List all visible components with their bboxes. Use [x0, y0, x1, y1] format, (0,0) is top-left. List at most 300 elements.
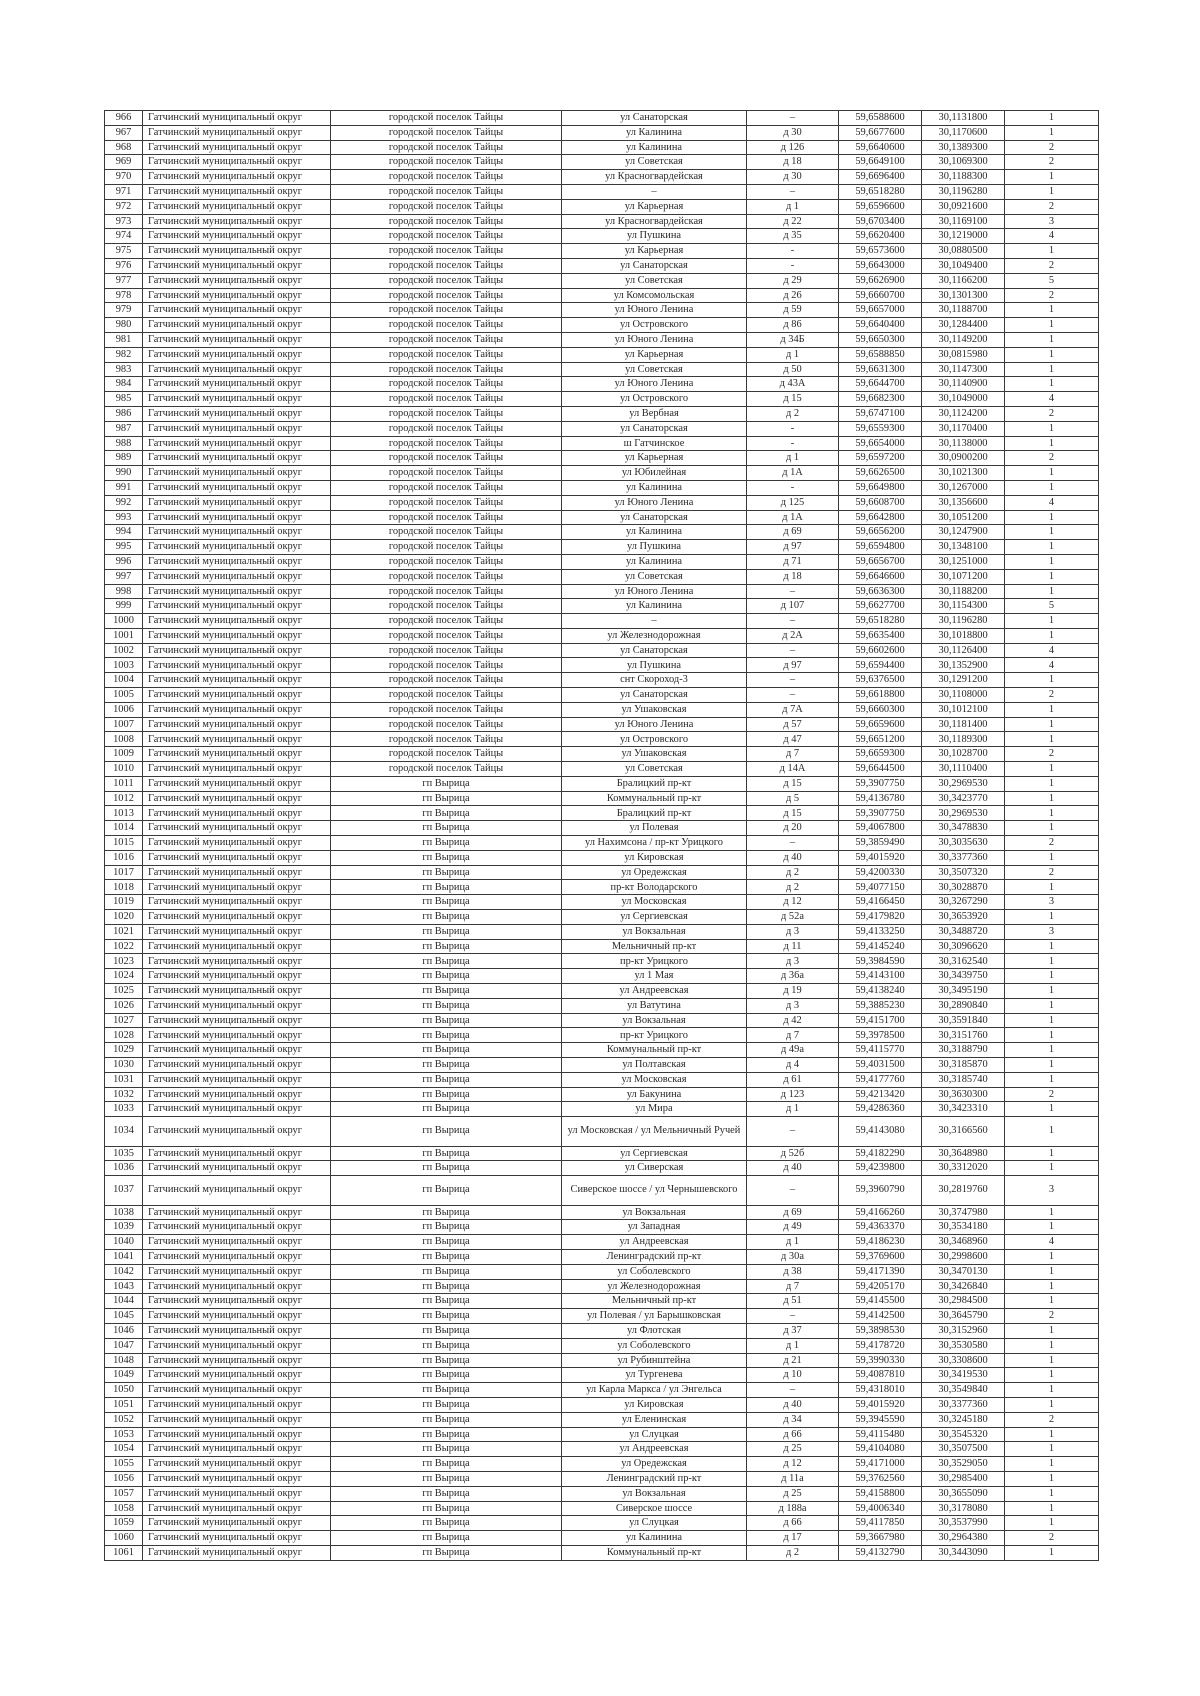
cell-count: 2	[1005, 865, 1099, 880]
cell-count: 4	[1005, 1235, 1099, 1250]
table-row	[105, 717, 1099, 732]
cell-longitude: 30,3747980	[922, 1205, 1005, 1220]
cell-street: ш Гатчинское	[562, 436, 747, 451]
cell-house: –	[747, 1117, 839, 1146]
cell-number: 1002	[105, 643, 143, 658]
cell-longitude: 30,1170600	[922, 125, 1005, 140]
cell-number: 999	[105, 599, 143, 614]
cell-number: 1009	[105, 747, 143, 762]
cell-house: д 14А	[747, 762, 839, 777]
cell-number: 1048	[105, 1353, 143, 1368]
cell-latitude: 59,6518280	[839, 184, 922, 199]
cell-number: 1030	[105, 1058, 143, 1073]
cell-latitude: 59,4145240	[839, 939, 922, 954]
cell-number: 986	[105, 406, 143, 421]
cell-latitude: 59,6618800	[839, 688, 922, 703]
cell-count: 1	[1005, 1072, 1099, 1087]
cell-number: 1060	[105, 1531, 143, 1546]
cell-district: Гатчинский муниципальный округ	[143, 1279, 331, 1294]
table-row	[105, 836, 1099, 851]
cell-house: д 1	[747, 199, 839, 214]
cell-house: д 2	[747, 880, 839, 895]
cell-count: 1	[1005, 1161, 1099, 1176]
cell-district: Гатчинский муниципальный округ	[143, 1368, 331, 1383]
cell-count: 1	[1005, 850, 1099, 865]
cell-latitude: 59,6626500	[839, 466, 922, 481]
cell-number: 1039	[105, 1220, 143, 1235]
cell-latitude: 59,3769600	[839, 1249, 922, 1264]
cell-house: д 2	[747, 1545, 839, 1560]
cell-latitude: 59,3907750	[839, 776, 922, 791]
cell-house: д 25	[747, 1442, 839, 1457]
cell-number: 1004	[105, 673, 143, 688]
cell-district: Гатчинский муниципальный округ	[143, 1249, 331, 1264]
cell-latitude: 59,4115480	[839, 1427, 922, 1442]
table-row	[105, 806, 1099, 821]
cell-settlement: городской поселок Тайцы	[331, 451, 562, 466]
cell-street: ул Сергиевская	[562, 910, 747, 925]
cell-longitude: 30,3185870	[922, 1058, 1005, 1073]
cell-longitude: 30,1110400	[922, 762, 1005, 777]
cell-district: Гатчинский муниципальный округ	[143, 1102, 331, 1117]
cell-count: 1	[1005, 984, 1099, 999]
cell-count: 2	[1005, 451, 1099, 466]
cell-street: Мельничный пр-кт	[562, 1294, 747, 1309]
cell-latitude: 59,6597200	[839, 451, 922, 466]
cell-settlement: городской поселок Тайцы	[331, 599, 562, 614]
cell-settlement: городской поселок Тайцы	[331, 480, 562, 495]
cell-district: Гатчинский муниципальный округ	[143, 540, 331, 555]
cell-street: ул Полевая / ул Барышковская	[562, 1309, 747, 1324]
cell-longitude: 30,3308600	[922, 1353, 1005, 1368]
cell-settlement: гп Вырица	[331, 806, 562, 821]
table-row	[105, 1279, 1099, 1294]
table-row	[105, 170, 1099, 185]
cell-count: 1	[1005, 170, 1099, 185]
cell-settlement: гп Вырица	[331, 1235, 562, 1250]
cell-house: д 188а	[747, 1501, 839, 1516]
cell-longitude: 30,1049000	[922, 392, 1005, 407]
cell-count: 2	[1005, 836, 1099, 851]
cell-longitude: 30,2890840	[922, 998, 1005, 1013]
table-row	[105, 480, 1099, 495]
cell-settlement: городской поселок Тайцы	[331, 540, 562, 555]
cell-street: Ленинградский пр-кт	[562, 1249, 747, 1264]
cell-count: 2	[1005, 288, 1099, 303]
table-row	[105, 1309, 1099, 1324]
cell-district: Гатчинский муниципальный округ	[143, 229, 331, 244]
cell-longitude: 30,1169100	[922, 214, 1005, 229]
cell-street: ул Островского	[562, 392, 747, 407]
cell-district: Гатчинский муниципальный округ	[143, 747, 331, 762]
cell-number: 970	[105, 170, 143, 185]
cell-count: 1	[1005, 584, 1099, 599]
cell-longitude: 30,3537990	[922, 1516, 1005, 1531]
cell-street: ул Советская	[562, 155, 747, 170]
cell-count: 1	[1005, 806, 1099, 821]
cell-longitude: 30,2819760	[922, 1176, 1005, 1205]
cell-district: Гатчинский муниципальный округ	[143, 1457, 331, 1472]
cell-street: ул Советская	[562, 569, 747, 584]
cell-number: 1053	[105, 1427, 143, 1442]
cell-number: 1024	[105, 969, 143, 984]
cell-street: Бралицкий пр-кт	[562, 806, 747, 821]
cell-longitude: 30,1131800	[922, 111, 1005, 126]
cell-count: 5	[1005, 599, 1099, 614]
table-row	[105, 1471, 1099, 1486]
cell-count: 1	[1005, 614, 1099, 629]
cell-latitude: 59,6654000	[839, 436, 922, 451]
cell-street: ул Кировская	[562, 1397, 747, 1412]
cell-district: Гатчинский муниципальный округ	[143, 628, 331, 643]
cell-district: Гатчинский муниципальный округ	[143, 821, 331, 836]
cell-number: 1054	[105, 1442, 143, 1457]
cell-count: 1	[1005, 1353, 1099, 1368]
cell-district: Гатчинский муниципальный округ	[143, 762, 331, 777]
cell-number: 1033	[105, 1102, 143, 1117]
cell-longitude: 30,2969530	[922, 806, 1005, 821]
cell-longitude: 30,3162540	[922, 954, 1005, 969]
cell-number: 1029	[105, 1043, 143, 1058]
cell-district: Гатчинский муниципальный округ	[143, 1516, 331, 1531]
cell-count: 1	[1005, 1471, 1099, 1486]
table-row	[105, 924, 1099, 939]
cell-house: д 1А	[747, 510, 839, 525]
cell-district: Гатчинский муниципальный округ	[143, 1531, 331, 1546]
cell-settlement: гп Вырица	[331, 836, 562, 851]
cell-number: 1034	[105, 1117, 143, 1146]
table-row	[105, 1205, 1099, 1220]
cell-count: 1	[1005, 776, 1099, 791]
cell-street: ул Железнодорожная	[562, 1279, 747, 1294]
table-row	[105, 318, 1099, 333]
cell-longitude: 30,0815980	[922, 347, 1005, 362]
cell-latitude: 59,6660700	[839, 288, 922, 303]
cell-district: Гатчинский муниципальный округ	[143, 732, 331, 747]
table-row	[105, 1102, 1099, 1117]
cell-district: Гатчинский муниципальный округ	[143, 332, 331, 347]
cell-number: 966	[105, 111, 143, 126]
table-row	[105, 347, 1099, 362]
cell-latitude: 59,6608700	[839, 495, 922, 510]
cell-settlement: гп Вырица	[331, 984, 562, 999]
cell-house: –	[747, 836, 839, 851]
cell-settlement: городской поселок Тайцы	[331, 362, 562, 377]
cell-house: д 97	[747, 540, 839, 555]
cell-longitude: 30,1140900	[922, 377, 1005, 392]
table-row	[105, 984, 1099, 999]
cell-number: 1045	[105, 1309, 143, 1324]
cell-number: 1028	[105, 1028, 143, 1043]
cell-number: 1061	[105, 1545, 143, 1560]
cell-street: ул Московская	[562, 895, 747, 910]
cell-house: д 52а	[747, 910, 839, 925]
cell-district: Гатчинский муниципальный округ	[143, 1176, 331, 1205]
cell-district: Гатчинский муниципальный округ	[143, 421, 331, 436]
cell-street: ул Сергиевская	[562, 1146, 747, 1161]
table-row	[105, 288, 1099, 303]
cell-number: 1005	[105, 688, 143, 703]
cell-count: 1	[1005, 466, 1099, 481]
cell-district: Гатчинский муниципальный округ	[143, 865, 331, 880]
cell-count: 2	[1005, 1412, 1099, 1427]
cell-latitude: 59,3984590	[839, 954, 922, 969]
cell-settlement: городской поселок Тайцы	[331, 318, 562, 333]
cell-house: д 17	[747, 1531, 839, 1546]
cell-district: Гатчинский муниципальный округ	[143, 895, 331, 910]
cell-latitude: 59,6559300	[839, 421, 922, 436]
table-row	[105, 658, 1099, 673]
cell-house: д 42	[747, 1013, 839, 1028]
cell-count: 1	[1005, 1457, 1099, 1472]
cell-house: –	[747, 673, 839, 688]
cell-longitude: 30,3423770	[922, 791, 1005, 806]
cell-settlement: гп Вырица	[331, 1412, 562, 1427]
cell-settlement: гп Вырица	[331, 1442, 562, 1457]
cell-longitude: 30,3470130	[922, 1264, 1005, 1279]
cell-number: 1038	[105, 1205, 143, 1220]
cell-count: 1	[1005, 1486, 1099, 1501]
cell-house: д 61	[747, 1072, 839, 1087]
cell-street: ул Ватутина	[562, 998, 747, 1013]
cell-count: 2	[1005, 140, 1099, 155]
cell-district: Гатчинский муниципальный округ	[143, 436, 331, 451]
cell-count: 1	[1005, 998, 1099, 1013]
cell-house: д 69	[747, 1205, 839, 1220]
cell-longitude: 30,3439750	[922, 969, 1005, 984]
cell-count: 2	[1005, 406, 1099, 421]
cell-count: 1	[1005, 377, 1099, 392]
cell-count: 1	[1005, 673, 1099, 688]
cell-count: 1	[1005, 954, 1099, 969]
cell-street: ул Пушкина	[562, 540, 747, 555]
table-row	[105, 1087, 1099, 1102]
cell-house: д 2	[747, 865, 839, 880]
cell-street: ул Соболевского	[562, 1264, 747, 1279]
cell-count: 1	[1005, 125, 1099, 140]
cell-settlement: гп Вырица	[331, 1220, 562, 1235]
cell-settlement: гп Вырица	[331, 1058, 562, 1073]
cell-settlement: гп Вырица	[331, 1146, 562, 1161]
cell-house: д 7А	[747, 702, 839, 717]
cell-street: ул Санаторская	[562, 421, 747, 436]
cell-district: Гатчинский муниципальный округ	[143, 688, 331, 703]
cell-district: Гатчинский муниципальный округ	[143, 1043, 331, 1058]
cell-settlement: гп Вырица	[331, 1013, 562, 1028]
cell-number: 985	[105, 392, 143, 407]
table-row	[105, 540, 1099, 555]
cell-street: ул Тургенева	[562, 1368, 747, 1383]
cell-longitude: 30,2984500	[922, 1294, 1005, 1309]
table-row	[105, 791, 1099, 806]
cell-longitude: 30,1219000	[922, 229, 1005, 244]
cell-house: д 21	[747, 1353, 839, 1368]
cell-house: д 66	[747, 1427, 839, 1442]
cell-latitude: 59,4166260	[839, 1205, 922, 1220]
cell-number: 1051	[105, 1397, 143, 1412]
table-row	[105, 1338, 1099, 1353]
cell-count: 1	[1005, 569, 1099, 584]
cell-latitude: 59,6651200	[839, 732, 922, 747]
table-row	[105, 377, 1099, 392]
cell-count: 4	[1005, 658, 1099, 673]
cell-settlement: городской поселок Тайцы	[331, 466, 562, 481]
cell-number: 1046	[105, 1323, 143, 1338]
cell-street: Сиверское шоссе	[562, 1501, 747, 1516]
cell-district: Гатчинский муниципальный округ	[143, 258, 331, 273]
cell-district: Гатчинский муниципальный округ	[143, 1338, 331, 1353]
cell-settlement: городской поселок Тайцы	[331, 377, 562, 392]
cell-number: 1032	[105, 1087, 143, 1102]
cell-number: 974	[105, 229, 143, 244]
cell-longitude: 30,1149200	[922, 332, 1005, 347]
table-row	[105, 1264, 1099, 1279]
cell-settlement: гп Вырица	[331, 1117, 562, 1146]
cell-longitude: 30,0900200	[922, 451, 1005, 466]
cell-settlement: городской поселок Тайцы	[331, 244, 562, 259]
cell-latitude: 59,6596600	[839, 199, 922, 214]
cell-settlement: гп Вырица	[331, 1072, 562, 1087]
cell-latitude: 59,4087810	[839, 1368, 922, 1383]
cell-latitude: 59,6659300	[839, 747, 922, 762]
cell-count: 1	[1005, 421, 1099, 436]
cell-number: 1001	[105, 628, 143, 643]
cell-street: ул Юного Ленина	[562, 377, 747, 392]
cell-street: ул Санаторская	[562, 688, 747, 703]
cell-longitude: 30,2998600	[922, 1249, 1005, 1264]
cell-settlement: городской поселок Тайцы	[331, 199, 562, 214]
cell-count: 1	[1005, 1249, 1099, 1264]
cell-district: Гатчинский муниципальный округ	[143, 584, 331, 599]
cell-district: Гатчинский муниципальный округ	[143, 1309, 331, 1324]
cell-longitude: 30,3529050	[922, 1457, 1005, 1472]
table-row	[105, 436, 1099, 451]
cell-street: ул Калинина	[562, 125, 747, 140]
cell-street: ул Калинина	[562, 1531, 747, 1546]
cell-settlement: городской поселок Тайцы	[331, 229, 562, 244]
cell-street: ул Нахимсона / пр-кт Урицкого	[562, 836, 747, 851]
cell-house: д 4	[747, 1058, 839, 1073]
cell-count: 1	[1005, 1516, 1099, 1531]
cell-house: д 2	[747, 406, 839, 421]
cell-house: д 5	[747, 791, 839, 806]
cell-count: 1	[1005, 910, 1099, 925]
cell-district: Гатчинский муниципальный округ	[143, 880, 331, 895]
cell-number: 996	[105, 554, 143, 569]
cell-number: 1044	[105, 1294, 143, 1309]
cell-count: 2	[1005, 199, 1099, 214]
cell-number: 1036	[105, 1161, 143, 1176]
cell-longitude: 30,1069300	[922, 155, 1005, 170]
cell-house: д 7	[747, 747, 839, 762]
cell-district: Гатчинский муниципальный округ	[143, 910, 331, 925]
cell-district: Гатчинский муниципальный округ	[143, 392, 331, 407]
cell-latitude: 59,6640600	[839, 140, 922, 155]
cell-house: д 126	[747, 140, 839, 155]
cell-street: ул Флотская	[562, 1323, 747, 1338]
cell-number: 989	[105, 451, 143, 466]
cell-longitude: 30,1021300	[922, 466, 1005, 481]
cell-number: 997	[105, 569, 143, 584]
cell-latitude: 59,6602600	[839, 643, 922, 658]
cell-street: ул Калинина	[562, 480, 747, 495]
cell-street: ул Бакунина	[562, 1087, 747, 1102]
cell-number: 1021	[105, 924, 143, 939]
cell-number: 973	[105, 214, 143, 229]
cell-longitude: 30,3478830	[922, 821, 1005, 836]
cell-house: д 125	[747, 495, 839, 510]
table-row	[105, 510, 1099, 525]
cell-street: ул Красногвардейская	[562, 170, 747, 185]
cell-latitude: 59,6656200	[839, 525, 922, 540]
cell-latitude: 59,4158800	[839, 1486, 922, 1501]
table-row	[105, 1146, 1099, 1161]
cell-street: пр-кт Володарского	[562, 880, 747, 895]
cell-settlement: гп Вырица	[331, 1545, 562, 1560]
cell-longitude: 30,1196280	[922, 184, 1005, 199]
cell-longitude: 30,1012100	[922, 702, 1005, 717]
cell-longitude: 30,1189300	[922, 732, 1005, 747]
cell-house: д 59	[747, 303, 839, 318]
cell-street: ул Калинина	[562, 525, 747, 540]
cell-street: пр-кт Урицкого	[562, 1028, 747, 1043]
cell-longitude: 30,3495190	[922, 984, 1005, 999]
cell-latitude: 59,6646600	[839, 569, 922, 584]
cell-street: ул Ушаковская	[562, 702, 747, 717]
cell-latitude: 59,6643000	[839, 258, 922, 273]
cell-house: д 50	[747, 362, 839, 377]
cell-street: Бралицкий пр-кт	[562, 776, 747, 791]
cell-latitude: 59,6649100	[839, 155, 922, 170]
cell-latitude: 59,6660300	[839, 702, 922, 717]
table-row	[105, 362, 1099, 377]
cell-house: д 52б	[747, 1146, 839, 1161]
cell-number: 982	[105, 347, 143, 362]
cell-house: д 107	[747, 599, 839, 614]
cell-count: 1	[1005, 1013, 1099, 1028]
cell-district: Гатчинский муниципальный округ	[143, 791, 331, 806]
cell-house: д 3	[747, 954, 839, 969]
cell-district: Гатчинский муниципальный округ	[143, 362, 331, 377]
cell-number: 1015	[105, 836, 143, 851]
cell-street: ул 1 Мая	[562, 969, 747, 984]
table-row	[105, 273, 1099, 288]
table-row	[105, 969, 1099, 984]
cell-settlement: гп Вырица	[331, 791, 562, 806]
cell-number: 967	[105, 125, 143, 140]
cell-count: 1	[1005, 717, 1099, 732]
cell-settlement: городской поселок Тайцы	[331, 673, 562, 688]
cell-settlement: городской поселок Тайцы	[331, 643, 562, 658]
cell-settlement: городской поселок Тайцы	[331, 140, 562, 155]
cell-longitude: 30,3648980	[922, 1146, 1005, 1161]
cell-street: ул Юного Ленина	[562, 584, 747, 599]
cell-latitude: 59,4031500	[839, 1058, 922, 1073]
table-row	[105, 1368, 1099, 1383]
cell-house: д 51	[747, 1294, 839, 1309]
cell-number: 1058	[105, 1501, 143, 1516]
cell-district: Гатчинский муниципальный округ	[143, 836, 331, 851]
cell-number: 972	[105, 199, 143, 214]
table-row	[105, 125, 1099, 140]
cell-longitude: 30,3645790	[922, 1309, 1005, 1324]
cell-longitude: 30,1051200	[922, 510, 1005, 525]
cell-settlement: гп Вырица	[331, 939, 562, 954]
cell-street: ул Красногвардейская	[562, 214, 747, 229]
cell-latitude: 59,4171000	[839, 1457, 922, 1472]
cell-house: д 37	[747, 1323, 839, 1338]
cell-latitude: 59,3990330	[839, 1353, 922, 1368]
